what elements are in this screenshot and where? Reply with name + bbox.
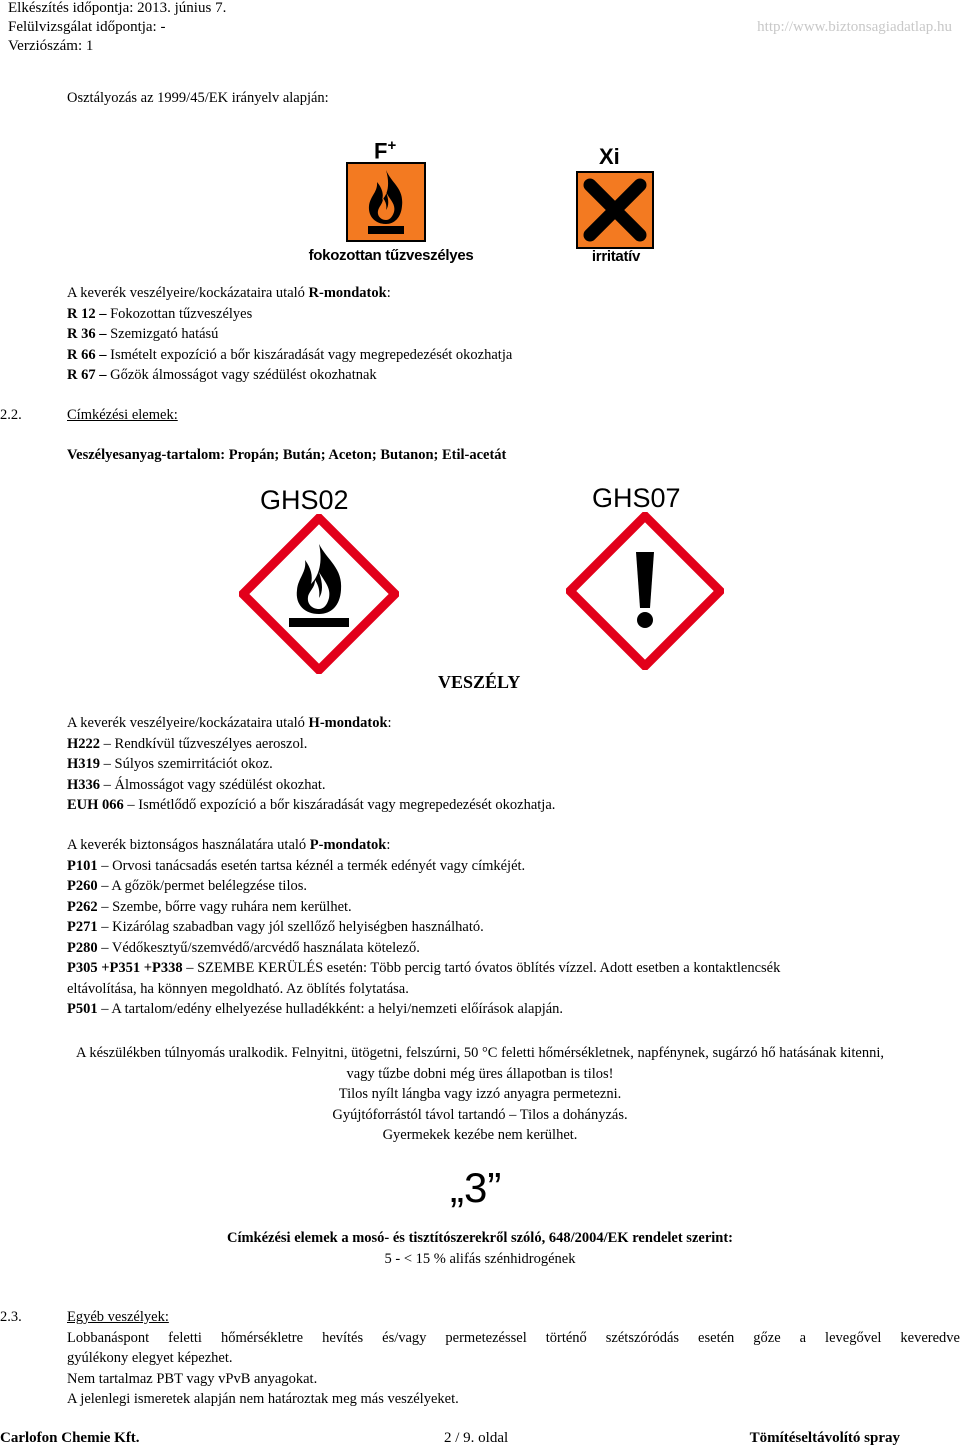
h-phrase-item: H222 – Rendkívül tűzveszélyes aeroszol. xyxy=(67,735,308,752)
section-number-2-2: 2.2. xyxy=(0,407,22,423)
h-phrase-item: EUH 066 – Ismétlődő expozíció a bőr kiszáradását vagy megrepedezését okozhatja. xyxy=(67,797,556,813)
h-phrase-item: H319 – Súlyos szemirritációt okoz. xyxy=(67,756,273,772)
p-phrases-intro: A keverék biztonságos használatára utaló P-mondatok: xyxy=(67,837,391,853)
r-phrase-item: R 67 – Gőzök álmosságot vagy szédülést okozhatnak xyxy=(67,367,377,383)
ghs-exclamation-icon xyxy=(566,512,724,670)
h-phrase-item: H336 – Álmosságot vagy szédülést okozhat. xyxy=(67,776,326,793)
ghs-flame-icon xyxy=(239,514,399,674)
detergent-line: 5 - < 15 % alifás szénhidrogének xyxy=(384,1250,576,1267)
h-phrases-intro: A keverék veszélyeire/kockázataira utaló H-mondatok: xyxy=(67,715,392,731)
other-hazards-line: A jelenlegi ismeretek alapján nem határoztak meg más veszélyeket. xyxy=(67,1391,459,1407)
created-date: Elkészítés időpontja: 2013. június 7. xyxy=(8,0,227,16)
p-phrase-item: P262 – Szembe, bőrre vagy ruhára nem kerülhet. xyxy=(67,898,352,915)
p-phrase-item: P271 – Kizárólag szabadban vagy jól szellőző helyiségben használható. xyxy=(67,919,484,935)
warning-line: vagy tűzbe dobni még üres állapotban is tilos! xyxy=(346,1065,614,1082)
p-phrase-item-p305: P305 +P351 +P338 – SZEMBE KERÜLÉS esetén: Több percig tartó óvatos öblítés vízzel. Adott esetben a kontaktlencsék xyxy=(67,960,781,976)
review-date: Felülvizsgálat időpontja: - xyxy=(8,19,166,35)
p-phrases xyxy=(67,835,952,1020)
signal-word: VESZÉLY xyxy=(438,672,521,692)
classification-title: Osztályozás az 1999/45/EK irányelv alapján: xyxy=(67,90,329,106)
p-phrase-item-p501: P501 – A tartalom/edény elhelyezése hulladékként: a helyi/nemzeti előírások alapján. xyxy=(67,1001,564,1017)
h-phrases xyxy=(67,713,555,816)
other-hazards-line: gyúlékony elegyet képezhet. xyxy=(67,1350,233,1366)
pictogram-xi xyxy=(575,145,657,270)
pictogram-f-plus xyxy=(300,132,482,270)
pictogram-f-code: F+ xyxy=(374,137,397,164)
hazardous-content: Veszélyesanyag-tartalom: Propán; Bután; Aceton; Butanon; Etil-acetát xyxy=(67,447,507,463)
aerosol-warnings xyxy=(0,1043,960,1146)
section-number-2-3: 2.3. xyxy=(0,1309,22,1325)
p-phrase-item: P101 – Orvosi tanácsadás esetén tartsa kéznél a termék edényét vagy címkéjét. xyxy=(67,857,526,874)
section-2-3-body xyxy=(67,1307,960,1410)
footer-product: Tömítéseltávolító spray xyxy=(749,1430,900,1446)
p-phrase-item: P260 – A gőzök/permet belélegzése tilos. xyxy=(67,878,307,894)
warning-line: Tilos nyílt lángba vagy izzó anyagra permetezni. xyxy=(338,1086,622,1102)
pictogram-f-caption: fokozottan tűzveszélyes xyxy=(308,247,474,264)
section-title-2-2: Címkézési elemek: xyxy=(67,407,178,423)
aerosol-mark: „3” xyxy=(450,1164,502,1211)
r-phrases xyxy=(67,283,512,386)
footer-page: 2 / 9. oldal xyxy=(444,1430,509,1446)
detergent-block xyxy=(0,1228,960,1269)
website-link[interactable]: http://www.biztonsagiadatlap.hu xyxy=(757,19,952,35)
warning-line: A készülékben túlnyomás uralkodik. Felnyitni, ütögetni, felszúrni, 50 °C feletti hőmérsékletnek, napfénynek, sugárzó hő hatásának kitenni, xyxy=(76,1045,884,1061)
r-phrase-item: R 36 – Szemizgató hatású xyxy=(67,326,219,342)
warning-line: Gyermekek kezébe nem kerülhet. xyxy=(382,1127,578,1143)
ghs02-label: GHS02 xyxy=(260,485,349,515)
r-phrase-item: R 66 – Ismételt expozíció a bőr kiszáradását vagy megrepedezését okozhatja xyxy=(67,346,513,363)
r-phrase-item: R 12 – Fokozottan tűzveszélyes xyxy=(67,305,253,322)
r-phrases-intro: A keverék veszélyeire/kockázataira utaló R-mondatok: xyxy=(67,285,391,301)
footer-company: Carlofon Chemie Kft. xyxy=(0,1430,140,1446)
ghs07-label: GHS07 xyxy=(592,483,681,513)
pictogram-xi-code: Xi xyxy=(599,144,620,169)
warning-line: Gyújtóforrástól távol tartandó – Tilos a dohányzás. xyxy=(332,1106,628,1123)
version-number: Verziószám: 1 xyxy=(8,38,94,54)
p-phrase-item: P280 – Védőkesztyű/szemvédő/arcvédő használata kötelező. xyxy=(67,939,420,956)
detergent-title: Címkézési elemek a mosó- és tisztítószerekről szóló, 648/2004/EK rendelet szerint: xyxy=(226,1230,734,1246)
header-block xyxy=(8,0,226,56)
p-phrase-item-p305-cont: eltávolítása, ha könnyen megoldható. Az öblítés folytatása. xyxy=(67,980,409,997)
cross-icon xyxy=(576,171,654,249)
pictogram-xi-caption: irritatív xyxy=(591,248,641,265)
flame-icon xyxy=(346,162,426,242)
section-title-2-3: Egyéb veszélyek: xyxy=(67,1309,169,1325)
other-hazards-line: Nem tartalmaz PBT vagy vPvB anyagokat. xyxy=(67,1370,318,1387)
other-hazards-line: Lobbanáspont feletti hőmérsékletre hevítés és/vagy permetezéssel történő szétszóródás esetén gőze a levegővel keveredve xyxy=(67,1329,960,1346)
